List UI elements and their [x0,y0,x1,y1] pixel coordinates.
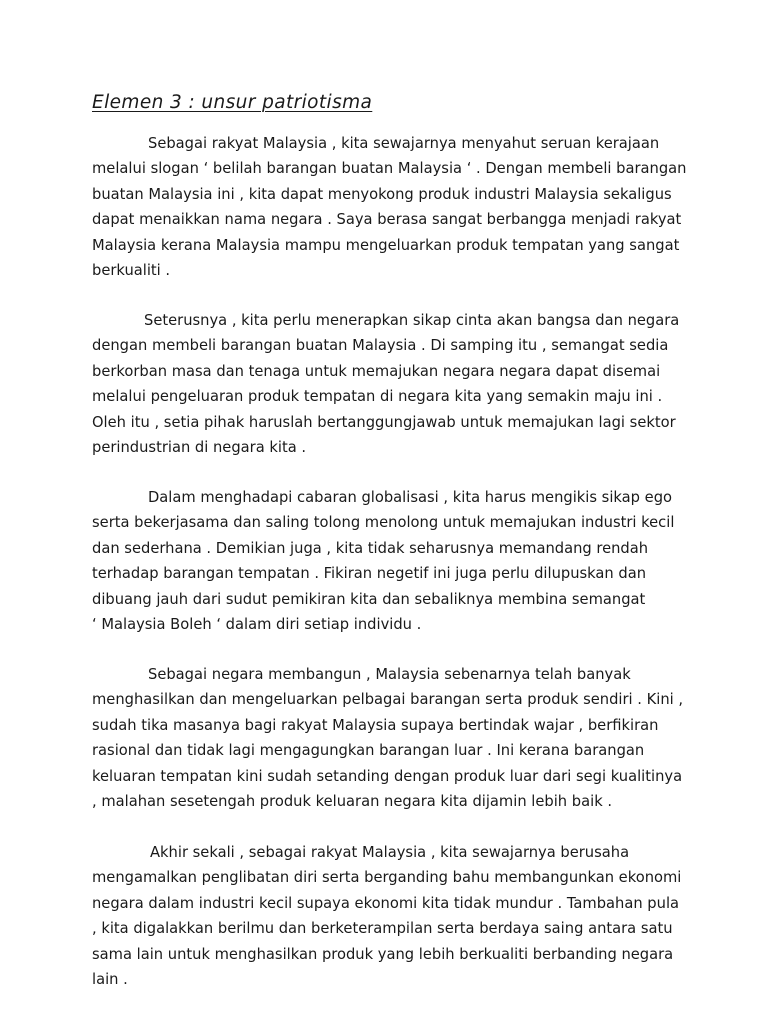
paragraph-line: Dalam menghadapi cabaran globalisasi , kita harus mengikis sikap ego [148,489,673,506]
paragraph-3 [92,485,692,637]
paragraph-line: dan sederhana . Demikian juga , kita tidak seharusnya memandang rendah [92,539,649,557]
paragraph-1 [92,131,692,283]
paragraph-line: , kita digalakkan berilmu dan berketerampilan serta berdaya saing antara satu [92,920,673,938]
paragraph-line: terhadap barangan tempatan . Fikiran negetif ini juga perlu dilupuskan dan [92,565,647,583]
paragraph-line: ‘ Malaysia Boleh ‘ dalam diri setiap individu . [92,615,422,633]
paragraph-line: melalui pengeluaran produk tempatan di negara kita yang semakin maju ini . [92,388,663,406]
paragraph-line: melalui slogan ‘ belilah barangan buatan Malaysia ‘ . Dengan membeli barangan [92,160,687,178]
paragraph-line: Sebagai rakyat Malaysia , kita sewajarnya menyahut seruan kerajaan [148,135,660,152]
document-heading: Elemen 3 : unsur patriotisma [92,92,373,113]
paragraph-line: Malaysia kerana Malaysia mampu mengeluarkan produk tempatan yang sangat [92,236,680,254]
paragraph-line: Oleh itu , setia pihak haruslah bertanggungjawab untuk memajukan lagi sektor [92,413,676,431]
paragraph-line: menghasilkan dan mengeluarkan pelbagai barangan serta produk sendiri . Kini , [92,691,684,709]
paragraph-line: mengamalkan penglibatan diri serta berganding bahu membangunkan ekonomi [92,869,682,887]
paragraph-2 [92,308,692,460]
paragraph-line: sama lain untuk menghasilkan produk yang lebih berkualiti berbanding negara [92,945,674,963]
paragraph-4 [92,662,692,814]
paragraph-line: Seterusnya , kita perlu menerapkan sikap cinta akan bangsa dan negara [144,312,680,329]
paragraph-line: berkorban masa dan tenaga untuk memajukan negara negara dapat disemai [92,362,661,380]
paragraph-line: dibuang jauh dari sudut pemikiran kita dan sebaliknya membina semangat [92,590,646,608]
paragraph-line: berkualiti . [92,261,171,279]
paragraph-line: Sebagai negara membangun , Malaysia sebenarnya telah banyak [148,666,631,683]
paragraph-line: buatan Malaysia ini , kita dapat menyokong produk industri Malaysia sekaligus [92,185,672,203]
paragraph-line: Akhir sekali , sebagai rakyat Malaysia , kita sewajarnya berusaha [150,844,630,861]
paragraph-line: , malahan sesetengah produk keluaran negara kita dijamin lebih baik . [92,792,613,810]
paragraph-line: dengan membeli barangan buatan Malaysia . Di samping itu , semangat sedia [92,337,669,355]
paragraph-line: serta bekerjasama dan saling tolong menolong untuk memajukan industri kecil [92,514,675,532]
paragraph-line: lain . [92,970,128,988]
paragraph-line: perindustrian di negara kita . [92,438,307,456]
paragraph-line: keluaran tempatan kini sudah setanding dengan produk luar dari segi kualitinya [92,767,683,785]
paragraph-line: dapat menaikkan nama negara . Saya berasa sangat berbangga menjadi rakyat [92,211,682,229]
paragraph-5 [92,840,692,992]
paragraph-line: sudah tika masanya bagi rakyat Malaysia supaya bertindak wajar , berfikiran [92,716,659,734]
paragraph-line: rasional dan tidak lagi mengagungkan barangan luar . Ini kerana barangan [92,742,645,760]
paragraph-line: negara dalam industri kecil supaya ekonomi kita tidak mundur . Tambahan pula [92,894,680,912]
